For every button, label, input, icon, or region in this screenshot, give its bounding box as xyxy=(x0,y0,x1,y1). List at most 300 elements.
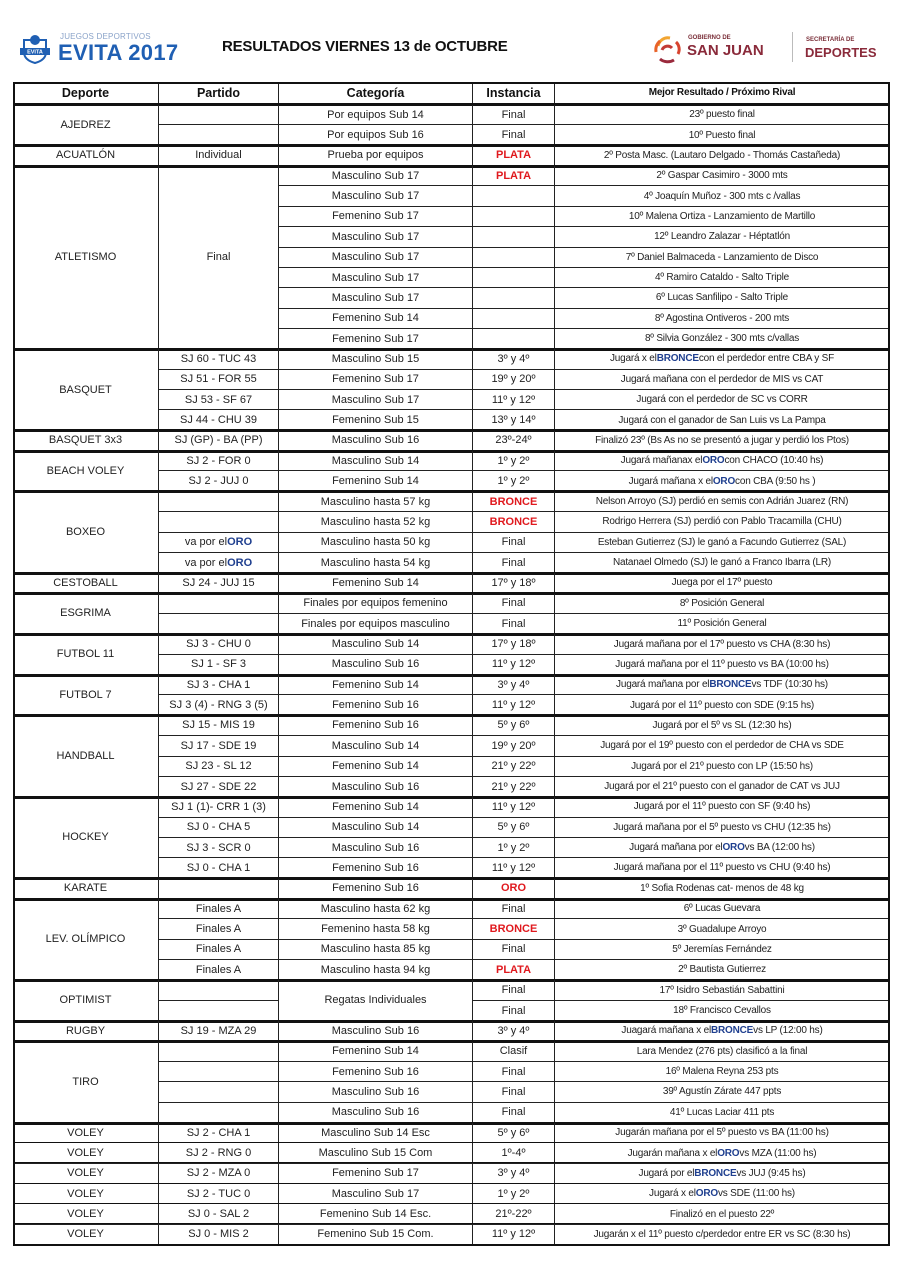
result-cell xyxy=(555,1164,890,1184)
cell-text: Final xyxy=(501,1106,526,1119)
cell-text: Femenino Sub 14 xyxy=(332,678,419,691)
category-cell xyxy=(279,105,473,125)
category-cell xyxy=(279,248,473,268)
medal-label: ORO xyxy=(500,882,527,895)
category-cell xyxy=(279,573,473,593)
cell-text: Jugará mañana x el xyxy=(628,475,713,487)
match-cell xyxy=(159,980,279,1000)
instance-cell xyxy=(473,1042,555,1062)
instance-cell xyxy=(473,634,555,654)
cell-text: Rodrigo Herrera (SJ) perdió con Pablo Tracamilla (CHU) xyxy=(602,516,842,528)
cell-text: 17º Isidro Sebastián Sabattini xyxy=(659,984,785,996)
match-cell xyxy=(159,858,279,878)
instance-cell xyxy=(473,227,555,247)
instance-cell xyxy=(473,410,555,430)
cell-text: Masculino Sub 16 xyxy=(331,780,420,793)
cell-text: AJEDREZ xyxy=(60,118,111,131)
cell-text: ACUATLÓN xyxy=(55,149,116,162)
cell-text: LEV. OLÍMPICO xyxy=(45,933,126,946)
result-cell xyxy=(555,757,890,777)
cell-text: Jugará mañana por el xyxy=(616,679,710,691)
sport-cell xyxy=(13,675,159,716)
cell-text: vs BA (12:00 hs) xyxy=(744,842,815,854)
instance-cell xyxy=(473,370,555,390)
cell-text: CESTOBALL xyxy=(53,576,118,589)
cell-text: HANDBALL xyxy=(56,750,115,763)
sport-cell xyxy=(13,1164,159,1184)
cell-text: Femenino Sub 17 xyxy=(332,210,419,223)
match-cell xyxy=(159,451,279,471)
result-cell xyxy=(555,268,890,288)
medal-highlight: BRONCE xyxy=(694,1167,737,1179)
result-cell xyxy=(555,777,890,797)
medal-highlight: ORO xyxy=(717,1147,740,1159)
category-cell xyxy=(279,1204,473,1224)
cell-text: SJ 23 - SL 12 xyxy=(185,760,252,773)
match-cell xyxy=(159,736,279,756)
category-cell xyxy=(279,349,473,369)
result-cell xyxy=(555,634,890,654)
instance-cell xyxy=(473,797,555,817)
result-cell xyxy=(555,1184,890,1204)
cell-text: 41º Lucas Laciar 411 pts xyxy=(669,1106,775,1118)
result-cell xyxy=(555,329,890,349)
medal-label: PLATA xyxy=(495,169,532,182)
cell-text: con el perdedor entre CBA y SF xyxy=(698,353,835,365)
result-cell xyxy=(555,716,890,736)
cell-text: SJ 0 - SAL 2 xyxy=(187,1208,250,1221)
match-cell xyxy=(159,1001,279,1021)
cell-text: vs TDF (10:30 hs) xyxy=(751,679,828,691)
instance-cell xyxy=(473,309,555,329)
instance-cell xyxy=(473,1103,555,1123)
cell-text: Jugará x el xyxy=(649,1188,696,1200)
medal-label: PLATA xyxy=(495,149,532,162)
match-cell xyxy=(159,431,279,451)
cell-text: con CHACO (10:40 hs) xyxy=(724,455,824,467)
column-header-resultado xyxy=(555,82,890,104)
result-cell xyxy=(555,1042,890,1062)
sport-cell xyxy=(13,899,159,980)
medal-label: BRONCE xyxy=(489,923,538,936)
cell-text: SJ (GP) - BA (PP) xyxy=(174,434,263,447)
cell-text: SJ 2 - JUJ 0 xyxy=(188,475,249,488)
cell-text: VOLEY xyxy=(67,1187,104,1200)
cell-text: 3º Guadalupe Arroyo xyxy=(677,923,767,935)
cell-text: Jugará por el 19º puesto con el perdedor de CHA vs SDE xyxy=(600,740,844,752)
cell-text: Jugará mañanax el xyxy=(620,455,703,467)
cell-text: 11º y 12º xyxy=(491,393,536,406)
category-cell xyxy=(279,1042,473,1062)
match-cell xyxy=(159,390,279,410)
instance-cell xyxy=(473,757,555,777)
category-cell xyxy=(279,1123,473,1143)
result-cell xyxy=(555,1103,890,1123)
column-header-instancia xyxy=(473,82,555,104)
cell-text: Femenino Sub 14 xyxy=(332,312,419,325)
cell-text: 10º Malena Ortiza - Lanzamiento de Martillo xyxy=(628,210,816,222)
category-cell xyxy=(279,370,473,390)
category-cell xyxy=(279,166,473,186)
medal-highlight: ORO xyxy=(227,556,253,569)
match-cell xyxy=(159,1062,279,1082)
instance-cell xyxy=(473,879,555,899)
cell-text: Finales A xyxy=(195,943,242,956)
cell-text: 39º Agustín Zárate 447 ppts xyxy=(662,1086,782,1098)
cell-text: SJ 2 - RNG 0 xyxy=(185,1147,252,1160)
category-cell xyxy=(279,757,473,777)
cell-text: Juega por el 17º puesto xyxy=(671,577,773,589)
category-cell xyxy=(279,940,473,960)
cell-text: Jugarán mañana x el xyxy=(627,1147,718,1159)
category-cell xyxy=(279,553,473,573)
category-cell xyxy=(279,471,473,491)
sport-cell xyxy=(13,1143,159,1163)
category-cell xyxy=(279,451,473,471)
cell-text: 11º y 12º xyxy=(491,861,536,874)
category-cell xyxy=(279,960,473,980)
result-cell xyxy=(555,248,890,268)
match-cell xyxy=(159,716,279,736)
cell-text: HOCKEY xyxy=(62,831,109,844)
instance-cell xyxy=(473,838,555,858)
result-cell xyxy=(555,960,890,980)
category-cell xyxy=(279,797,473,817)
match-cell xyxy=(159,573,279,593)
cell-text: Por equipos Sub 14 xyxy=(327,108,424,121)
evita-logo-title: EVITA 2017 xyxy=(58,40,179,65)
medal-highlight: ORO xyxy=(695,1188,718,1200)
medal-highlight: ORO xyxy=(702,455,725,467)
instance-cell xyxy=(473,858,555,878)
cell-text: va por el xyxy=(184,536,228,549)
result-cell xyxy=(555,818,890,838)
cell-text: 6º Lucas Sanfilipo - Salto Triple xyxy=(655,292,789,304)
match-cell xyxy=(159,594,279,614)
match-cell xyxy=(159,940,279,960)
cell-text: 23º-24º xyxy=(495,434,532,447)
instance-cell xyxy=(473,1062,555,1082)
cell-text: ATLETISMO xyxy=(54,251,117,264)
cell-text: 11º y 12º xyxy=(491,1228,536,1241)
cell-text: 21º y 22º xyxy=(491,760,536,773)
cell-text: va por el xyxy=(184,556,228,569)
sport-cell xyxy=(13,166,159,349)
cell-text: Deporte xyxy=(61,85,110,100)
cell-text: 5º Jeremías Fernández xyxy=(672,943,772,955)
cell-text: VOLEY xyxy=(67,1126,104,1139)
match-cell xyxy=(159,471,279,491)
cell-text: Jugará por el 5º vs SL (12:30 hs) xyxy=(652,719,792,731)
cell-text: SJ 24 - JUJ 15 xyxy=(182,576,255,589)
cell-text: Masculino Sub 16 xyxy=(331,658,420,671)
category-cell xyxy=(279,1103,473,1123)
sport-cell xyxy=(13,1204,159,1224)
sport-cell xyxy=(13,105,159,146)
category-cell xyxy=(279,533,473,553)
cell-text: Individual xyxy=(195,149,242,162)
sport-cell xyxy=(13,879,159,899)
category-cell xyxy=(279,675,473,695)
match-cell xyxy=(159,492,279,512)
match-cell xyxy=(159,675,279,695)
match-cell xyxy=(159,512,279,532)
medal-label: PLATA xyxy=(495,963,532,976)
cell-text: Final xyxy=(501,129,526,142)
category-cell xyxy=(279,125,473,145)
cell-text: Femenino Sub 14 Esc. xyxy=(319,1208,432,1221)
cell-text: Masculino Sub 17 xyxy=(331,291,420,304)
instance-cell xyxy=(473,980,555,1000)
result-cell xyxy=(555,410,890,430)
cell-text: Femenino Sub 17 xyxy=(332,332,419,345)
deportes-logo-title: DEPORTES xyxy=(805,45,877,60)
result-cell xyxy=(555,1225,890,1245)
instance-cell xyxy=(473,899,555,919)
match-cell xyxy=(159,960,279,980)
cell-text: Prueba por equipos xyxy=(327,149,424,162)
cell-text: 5º y 6º xyxy=(497,821,530,834)
cell-text: 19º y 20º xyxy=(491,373,536,386)
cell-text: SJ 2 - MZA 0 xyxy=(186,1167,251,1180)
cell-text: Femenino hasta 58 kg xyxy=(321,923,430,936)
cell-text: Finales A xyxy=(195,902,242,915)
sport-cell xyxy=(13,492,159,573)
cell-text: Jugará por el 11º puesto con SDE (9:15 hs) xyxy=(629,699,815,711)
cell-text: Masculino hasta 52 kg xyxy=(320,515,431,528)
category-cell xyxy=(279,410,473,430)
cell-text: Masculino Sub 16 xyxy=(331,1024,420,1037)
cell-text: Femenino Sub 15 xyxy=(332,414,419,427)
cell-text: Masculino hasta 62 kg xyxy=(320,902,431,915)
cell-text: SJ 44 - CHU 39 xyxy=(179,414,258,427)
result-cell xyxy=(555,451,890,471)
category-cell xyxy=(279,146,473,166)
gobierno-san-juan-logo xyxy=(650,32,890,66)
cell-text: 1º-4º xyxy=(501,1147,526,1160)
cell-text: 17º y 18º xyxy=(491,576,536,589)
cell-text: Regatas Individuales xyxy=(324,994,427,1007)
category-cell xyxy=(279,594,473,614)
san-juan-logo-subtitle: GOBIERNO DE xyxy=(688,35,731,41)
category-cell xyxy=(279,329,473,349)
cell-text: vs JUJ (9:45 hs) xyxy=(736,1167,806,1179)
cell-text: Final xyxy=(501,943,526,956)
cell-text: SJ 2 - CHA 1 xyxy=(186,1126,251,1139)
cell-text: 23º puesto final xyxy=(689,109,755,121)
result-cell xyxy=(555,533,890,553)
cell-text: Masculino hasta 94 kg xyxy=(320,963,431,976)
cell-text: 18º Francisco Cevallos xyxy=(673,1005,771,1016)
cell-text: 8º Posición General xyxy=(679,597,765,609)
sport-cell xyxy=(13,431,159,451)
cell-text: 10º Puesto final xyxy=(688,129,756,141)
cell-text: Lara Mendez (276 pts) clasificó a la final xyxy=(636,1045,808,1057)
cell-text: Jugará por el 21º puesto con LP (15:50 hs) xyxy=(631,760,813,772)
cell-text: Finales A xyxy=(195,923,242,936)
cell-text: Jugará mañana por el 17º puesto vs CHA (8:30 hs) xyxy=(613,638,831,650)
cell-text: Natanael Olmedo (SJ) le ganó a Franco Ibarra (LR) xyxy=(612,557,832,569)
match-cell xyxy=(159,1103,279,1123)
cell-text: Final xyxy=(501,984,526,997)
result-cell xyxy=(555,288,890,308)
category-cell xyxy=(279,431,473,451)
match-cell xyxy=(159,370,279,390)
cell-text: Finalizó en el puesto 22º xyxy=(669,1208,775,1220)
san-juan-logo-title: SAN JUAN xyxy=(687,42,764,59)
cell-text: Masculino hasta 57 kg xyxy=(320,495,431,508)
cell-text: Femenino Sub 14 xyxy=(332,475,419,488)
cell-text: SJ 53 - SF 67 xyxy=(184,393,253,406)
match-cell xyxy=(159,919,279,939)
column-header-partido xyxy=(159,82,279,104)
category-cell xyxy=(279,288,473,308)
sport-cell xyxy=(13,594,159,635)
cell-text: SJ 2 - FOR 0 xyxy=(186,454,251,467)
category-cell xyxy=(279,1164,473,1184)
medal-highlight: ORO xyxy=(227,536,253,549)
result-cell xyxy=(555,1123,890,1143)
cell-text: Femenino Sub 16 xyxy=(332,861,419,874)
category-cell xyxy=(279,614,473,634)
cell-text: 2º Gaspar Casimiro - 3000 mts xyxy=(656,170,788,182)
instance-cell xyxy=(473,553,555,573)
svg-text:EVITA: EVITA xyxy=(27,49,43,56)
instance-cell xyxy=(473,349,555,369)
cell-text: Femenino Sub 17 xyxy=(332,373,419,386)
cell-text: OPTIMIST xyxy=(59,994,112,1007)
instance-cell xyxy=(473,919,555,939)
result-cell xyxy=(555,370,890,390)
cell-text: 19º y 20º xyxy=(491,739,536,752)
cell-text: Partido xyxy=(196,85,241,100)
result-cell xyxy=(555,594,890,614)
cell-text: Masculino Sub 14 Esc xyxy=(321,1126,430,1139)
result-cell xyxy=(555,471,890,491)
cell-text: SJ 51 - FOR 55 xyxy=(180,373,257,386)
cell-text: SJ 1 (1)- CRR 1 (3) xyxy=(171,800,266,813)
cell-text: vs LP (12:00 hs) xyxy=(753,1025,823,1037)
medal-highlight: ORO xyxy=(722,842,745,854)
category-cell xyxy=(279,227,473,247)
sport-cell xyxy=(13,634,159,675)
result-cell xyxy=(555,614,890,634)
cell-text: 11º y 12º xyxy=(491,800,536,813)
category-cell xyxy=(279,838,473,858)
instance-cell xyxy=(473,960,555,980)
result-cell xyxy=(555,655,890,675)
medal-highlight: ORO xyxy=(712,475,736,487)
sport-cell xyxy=(13,1225,159,1245)
result-cell xyxy=(555,675,890,695)
match-cell xyxy=(159,899,279,919)
cell-text: 12º Leandro Zalazar - Héptatlón xyxy=(654,231,790,243)
instance-cell xyxy=(473,777,555,797)
match-cell xyxy=(159,614,279,634)
sport-cell xyxy=(13,1021,159,1041)
instance-cell xyxy=(473,471,555,491)
cell-text: 1º Sofia Rodenas cat- menos de 48 kg xyxy=(640,882,804,894)
cell-text: 11º y 12º xyxy=(491,699,536,712)
cell-text: Masculino Sub 14 xyxy=(331,821,420,834)
match-cell xyxy=(159,777,279,797)
result-cell xyxy=(555,1062,890,1082)
instance-cell xyxy=(473,716,555,736)
match-cell xyxy=(159,105,279,125)
cell-text: SJ 15 - MIS 19 xyxy=(182,719,255,732)
sport-cell xyxy=(13,349,159,430)
cell-text: 5º y 6º xyxy=(497,719,530,732)
instance-cell xyxy=(473,818,555,838)
instance-cell xyxy=(473,431,555,451)
cell-text: SJ 27 - SDE 22 xyxy=(180,780,257,793)
cell-text: BASQUET xyxy=(59,383,112,396)
match-cell xyxy=(159,1204,279,1224)
category-cell xyxy=(279,309,473,329)
cell-text: 1º y 2º xyxy=(497,1187,530,1200)
cell-text: VOLEY xyxy=(67,1228,104,1241)
instance-cell xyxy=(473,594,555,614)
cell-text: 3º y 4º xyxy=(497,352,530,365)
medal-highlight: BRONCE xyxy=(656,353,699,365)
cell-text: Jugará con el ganador de San Luis vs La Pampa xyxy=(618,414,826,426)
instance-cell xyxy=(473,288,555,308)
cell-text: 21º y 22º xyxy=(491,780,536,793)
cell-text: Femenino Sub 14 xyxy=(332,1045,419,1058)
category-cell xyxy=(279,492,473,512)
result-cell xyxy=(555,492,890,512)
instance-cell xyxy=(473,1082,555,1102)
evita-badge-icon xyxy=(20,32,50,64)
evita-2017-logo xyxy=(20,30,190,66)
match-cell xyxy=(159,146,279,166)
page-title: RESULTADOS VIERNES 13 de OCTUBRE xyxy=(222,38,508,55)
cell-text: FUTBOL 7 xyxy=(59,688,112,701)
match-cell xyxy=(159,838,279,858)
result-cell xyxy=(555,736,890,756)
category-cell xyxy=(279,1184,473,1204)
cell-text: VOLEY xyxy=(67,1147,104,1160)
cell-text: Femenino Sub 14 xyxy=(332,576,419,589)
result-cell xyxy=(555,186,890,206)
result-cell xyxy=(555,431,890,451)
cell-text: 13º y 14º xyxy=(491,414,536,427)
cell-text: Femenino Sub 15 Com. xyxy=(317,1228,434,1241)
instance-cell xyxy=(473,248,555,268)
cell-text: Final xyxy=(501,556,526,569)
result-cell xyxy=(555,1204,890,1224)
sport-cell xyxy=(13,146,159,166)
category-cell xyxy=(279,390,473,410)
column-header-categoria xyxy=(279,82,473,104)
results-table xyxy=(13,82,890,1246)
sport-cell xyxy=(13,1123,159,1143)
match-cell xyxy=(159,166,279,349)
result-cell xyxy=(555,512,890,532)
cell-text: Masculino Sub 14 xyxy=(331,739,420,752)
cell-text: Masculino Sub 17 xyxy=(331,1187,420,1200)
cell-text: SJ 0 - MIS 2 xyxy=(188,1228,249,1241)
cell-text: Categoría xyxy=(346,85,405,100)
result-cell xyxy=(555,695,890,715)
instance-cell xyxy=(473,1164,555,1184)
cell-text: Masculino hasta 50 kg xyxy=(320,536,431,549)
match-cell xyxy=(159,695,279,715)
cell-text: Final xyxy=(501,597,526,610)
cell-text: Femenino Sub 17 xyxy=(332,1167,419,1180)
instance-cell xyxy=(473,573,555,593)
instance-cell xyxy=(473,695,555,715)
